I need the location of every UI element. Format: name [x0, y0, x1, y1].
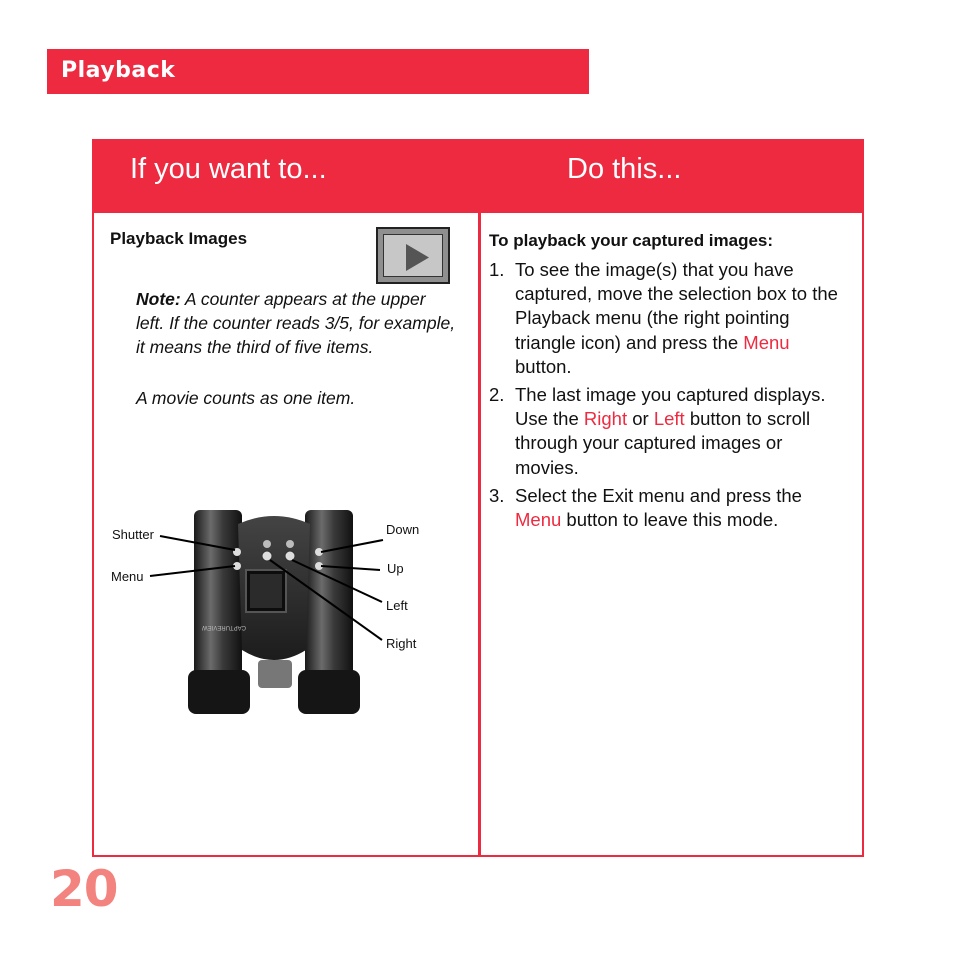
right-section-title: To playback your captured images: [489, 231, 774, 250]
step-3-end: button to leave this mode. [561, 509, 779, 531]
note-paragraph [136, 287, 456, 359]
step-2 [489, 383, 849, 480]
note-label: Note: [136, 289, 181, 309]
label-left: Left [386, 598, 408, 613]
step-2-mid: or [627, 408, 654, 430]
label-right: Right [386, 636, 417, 651]
play-triangle-icon [376, 227, 450, 284]
step-1-text: To see the image(s) that you have captured, move the selection box to the Playback menu (the right pointing triangle icon) and press the [515, 259, 838, 353]
step-1-number: 1. [489, 259, 505, 280]
step-3-number: 3. [489, 484, 505, 506]
label-menu: Menu [111, 569, 144, 584]
step-2-right-button-ref: Right [583, 408, 628, 430]
section-title: Playback [61, 58, 176, 83]
note-text: A counter appears at the upper left. If the counter reads 3/5, for example, it means the third of five items. [136, 289, 456, 357]
step-2-number: 2. [489, 384, 505, 406]
section-header-bar [47, 49, 589, 94]
label-shutter: Shutter [112, 527, 154, 542]
step-3-menu-button-ref: Menu [515, 509, 562, 531]
step-1-end: button. [515, 355, 572, 377]
step-3 [489, 484, 849, 532]
table-header-left [94, 141, 478, 213]
step-2-end: button to scroll through your captured images or movies. [515, 408, 811, 478]
label-down: Down [386, 522, 420, 537]
column-divider [478, 141, 481, 855]
step-3-text: Select the Exit menu and press the [515, 484, 802, 506]
step-1-menu-button-ref: Menu [743, 331, 790, 353]
step-2-text: The last image you captured displays. Use the [515, 384, 826, 430]
header-right-text: Do this... [567, 153, 682, 185]
table-header-right [481, 141, 862, 213]
page-number: 20 [50, 860, 118, 918]
header-left-text: If you want to... [130, 153, 327, 185]
steps-list [489, 258, 849, 536]
note-movie-line: A movie counts as one item. [136, 388, 356, 408]
step-2-left-button-ref: Left [653, 408, 685, 430]
camera-brand-text: CAPTUREVIEW [201, 624, 246, 630]
left-section-title: Playback Images [110, 229, 248, 248]
step-1 [489, 258, 849, 379]
label-up: Up [387, 561, 404, 576]
